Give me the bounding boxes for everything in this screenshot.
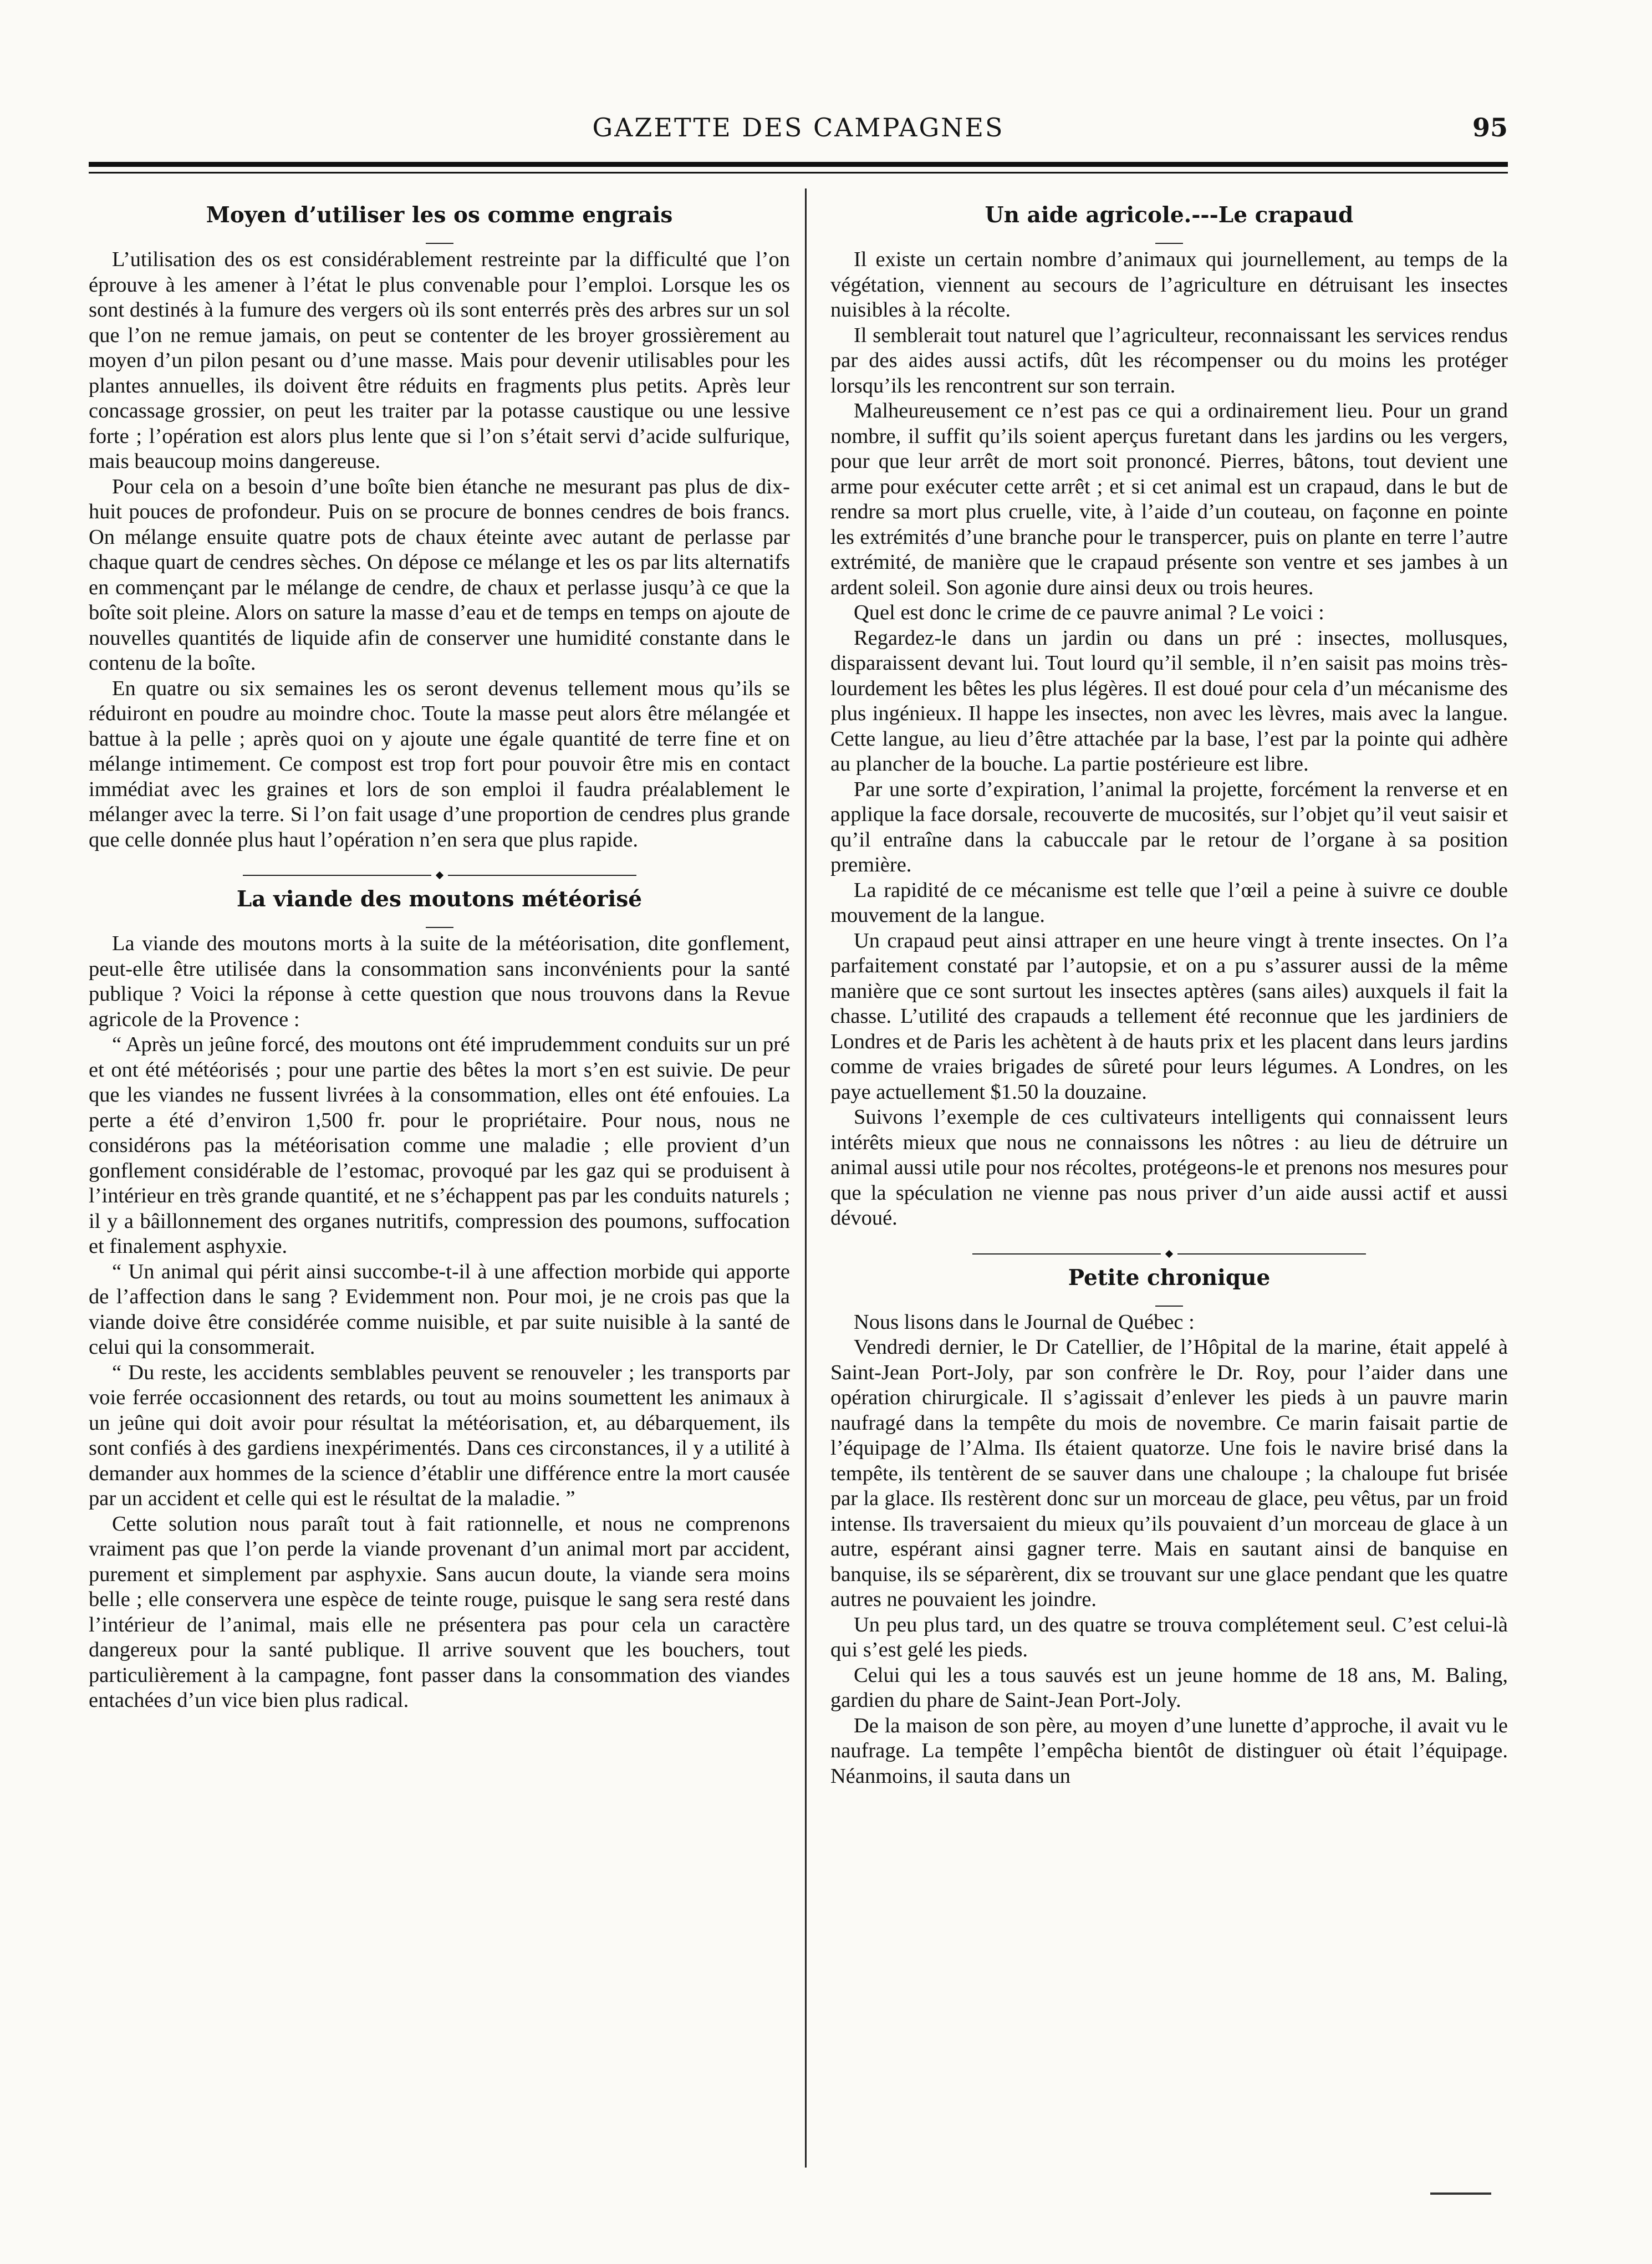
paragraph: “ Après un jeûne forcé, des moutons ont été imprudemment conduits sur un pré et ont été météorisés ; pour une partie des bêtes la mort s’en est suivie. De peur que les viandes ne fussent livrées à la consommation, elles ont été enfouies. La perte a été d’environ 1,500 fr. pour le propriétaire. Pour nous, nous ne considérons pas la météorisation comme une maladie ; elle provient d’un gonflement considérable de l’estomac, provoqué par les gaz qui se produisent à l’intérieur en très grande quantité, et ne s’échappent pas par les conduits naturels ; il y a bâillonnement des organes nutritifs, compression des poumons, suffocation et finalement asphyxie. bbox=[89, 1033, 790, 1258]
page-number: 95 bbox=[1472, 113, 1508, 142]
paragraph: Il semblerait tout naturel que l’agriculteur, reconnaissant les services rendus par des aides aussi actifs, dût les récompenser ou du moins les protéger lorsqu’ils les rencontrent sur son terrain. bbox=[830, 323, 1508, 397]
paragraph: De la maison de son père, au moyen d’une lunette d’approche, il avait vu le naufrage. La tempête l’empêcha bientôt de distinguer où était l’équipage. Néanmoins, il sauta dans un bbox=[830, 1714, 1508, 1788]
continuation-mark bbox=[1430, 2192, 1491, 2195]
paragraph: La viande des moutons morts à la suite de la météorisation, dite gonflement, peut-elle être utilisée dans la consommation sans inconvénients pour la santé publique ? Voici la réponse à cette question que nous trouvons dans la Revue agricole de la Provence : bbox=[89, 932, 790, 1031]
paragraph: Par une sorte d’expiration, l’animal la projette, forcément la renverse et en applique la face dorsale, recouverte de mucosités, sur l’objet qu’il veut saisir et qu’il entraîne dans la cabuccale par le retour de l’organe à sa position première. bbox=[830, 777, 1508, 876]
paragraph: Nous lisons dans le Journal de Québec : bbox=[854, 1310, 1195, 1334]
paragraph: Suivons l’exemple de ces cultivateurs intelligents qui connaissent leurs intérêts mieux que nous ne connaissons les nôtres : au lieu de détruire un animal aussi utile pour nos récoltes, protégeons-le et prenons nos mesures pour que la spéculation ne vienne pas nous priver d’un aide aussi actif et aussi dévoué. bbox=[830, 1105, 1508, 1230]
paragraph: En quatre ou six semaines les os seront devenus tellement mous qu’ils se réduiront en poudre au moindre choc. Toute la masse peut alors être mélangée et battue à la pelle ; après quoi on y ajoute une égale quantité de terre fine et on mélange intimement. Ce compost est trop fort pour pouvoir être mis en contact immédiat avec les graines et lors de son emploi il faudra préalablement le mélanger avec la terre. Si l’on fait usage d’une proportion de cendres plus grande que celle donnée plus haut l’opération n’en sera que plus rapide. bbox=[89, 676, 790, 851]
article-title-toad: Un aide agricole.---Le crapaud bbox=[985, 202, 1354, 228]
paragraph: Un crapaud peut ainsi attraper en une heure vingt à trente insectes. On l’a parfaitement constaté par l’autopsie, et on a pu s’assurer aussi de la même manière que ce sont surtout les insectes aptères (sans ailes) auxquels il fait la chasse. L’utilité des crapauds a tellement été reconnue que les jardiniers de Londres et de Paris les achètent à de hauts prix et les placent dans leurs jardins comme de vraies brigades de sûreté pour leurs légumes. A Londres, on les paye actuellement $1.50 la douzaine. bbox=[830, 929, 1508, 1104]
paragraph: Quel est donc le crime de ce pauvre animal ? Le voici : bbox=[854, 601, 1324, 624]
section-ornament bbox=[89, 861, 790, 873]
paragraph: Pour cela on a besoin d’une boîte bien étanche ne mesurant pas plus de dix-huit pouces de profondeur. Puis on se procure de bonnes cendres de bois francs. On mélange ensuite quatre pots de chaux éteinte avec autant de perlasse par chaque quart de cendres sèches. On dépose ce mélange et les os par lits alternatifs en commençant par le mélange de cendre, de chaux et perlasse jusqu’à ce que la boîte soit pleine. Alors on sature la masse d’eau et de temps en temps on ajoute de nouvelles quantités de liquide afin de conserver une humidité constante dans le contenu de la boîte. bbox=[89, 475, 790, 675]
paragraph: L’utilisation des os est considérablement restreinte par la difficulté que l’on éprouve à les amener à l’état le plus convenable pour l’emploi. Lorsque les os sont destinés à la fumure des vergers où ils sont enterrés près des arbres sur un sol que l’on ne remue jamais, on peut se contenter de les broyer grossièrement au moyen d’un pilon pesant ou d’une masse. Mais pour devenir utilisables pour les plantes annuelles, ils doivent être réduits en fragments plus petits. Après leur concassage grossier, on peut les traiter par la potasse caustique ou une lessive forte ; l’opération est alors plus lente que si l’on s’était servi d’acide sulfurique, mais beaucoup moins dangereuse. bbox=[89, 248, 790, 473]
header-rule-thick bbox=[89, 162, 1508, 167]
paragraph: “ Un animal qui périt ainsi succombe-t-il à une affection morbide qui apporte de l’affection dans le sang ? Evidemment non. Pour moi, je ne crois pas que la viande doive être considérée comme nuisible, et par suite nuisible à la santé de celui qui la consommerait. bbox=[89, 1260, 790, 1359]
paragraph: “ Du reste, les accidents semblables peuvent se renouveler ; les transports par voie ferrée occasionnent des retards, ou tout au moins soumettent les animaux à un jeûne qui doit avoir pour résultat la météorisation, et, au débarquement, ils sont confiés à des gardiens inexpérimentés. Dans ces circonstances, il y a utilité à demander aux hommes de la science d’établir une différence entre la mort causée par un accident et celle qui est le résultat de la maladie. ” bbox=[89, 1360, 790, 1510]
title-dash bbox=[89, 232, 790, 244]
section-ornament bbox=[830, 1240, 1508, 1251]
title-dash bbox=[830, 232, 1508, 244]
paragraph: Un peu plus tard, un des quatre se trouva complétement seul. C’est celui-là qui s’est gelé les pieds. bbox=[830, 1613, 1508, 1661]
running-head bbox=[89, 108, 1508, 152]
title-dash bbox=[89, 916, 790, 928]
paragraph: Regardez-le dans un jardin ou dans un pré : insectes, mollusques, disparaissent devant lui. Tout lourd qu’il semble, il n’en saisit pas moins très-lourdement les bêtes les plus légères. Il est doué pour cela d’un mécanisme des plus ingénieux. Il happe les insectes, non avec les lèvres, mais avec la langue. Cette langue, au lieu d’être attachée par la base, l’est par la pointe qui adhère au plancher de la bouche. La partie postérieure est libre. bbox=[830, 626, 1508, 776]
paragraph: Il existe un certain nombre d’animaux qui journellement, au temps de la végétation, viennent au secours de l’agriculture en détruisant les insectes nuisibles à la récolte. bbox=[830, 248, 1508, 322]
title-dash bbox=[830, 1294, 1508, 1307]
paragraph: Vendredi dernier, le Dr Catellier, de l’Hôpital de la marine, était appelé à Saint-Jean Port-Joly, par son confrère le Dr. Roy, pour l’aider dans une opération chirurgicale. Il s’agissait d’enlever les pieds à un pauvre marin naufragé dans la tempête du mois de novembre. Ce marin faisait partie de l’équipage de l’Alma. Ils étaient quatorze. Une fois le navire brisé dans la tempête, ils tentèrent de se sauver dans une chaloupe ; la chaloupe fut brisée par la glace. Ils restèrent donc sur un morceau de glace, peu vêtus, par un froid intense. Ils traversaient du mieux qu’ils pouvaient d’un morceau de glace à un autre, espérant ainsi gagner terre. Mais en sautant ainsi de banquise en banquise, ils se séparèrent, dix se trouvant sur une glace pendant que les quatre autres ne pouvaient les joindre. bbox=[830, 1335, 1508, 1611]
article-title-mutton: La viande des moutons météorisé bbox=[236, 886, 643, 912]
paragraph: La rapidité de ce mécanisme est telle que l’œil a peine à suivre ce double mouvement de la langue. bbox=[830, 878, 1508, 927]
paragraph: Cette solution nous paraît tout à fait rationnelle, et nous ne comprenons vraiment pas que l’on perde la viande provenant d’un animal mort par accident, purement et simplement par asphyxie. Sans aucun doute, la viande sera moins belle ; elle conservera une espèce de teinte rouge, puisque le sang sera resté dans l’intérieur de l’animal, mais elle ne présentera pas pour cela un caractère dangereux pour la santé publique. Il arrive souvent que les bouchers, tout particulièrement à la campagne, font passer dans la consommation des viandes entachées d’un vice bien plus radical. bbox=[89, 1512, 790, 1712]
column-divider bbox=[805, 188, 807, 2168]
article-title-chronicle: Petite chronique bbox=[1068, 1264, 1271, 1291]
left-column bbox=[89, 188, 790, 2168]
header-rule-thin bbox=[89, 172, 1508, 174]
paragraph: Celui qui les a tous sauvés est un jeune homme de 18 ans, M. Baling, gardien du phare de Saint-Jean Port-Joly. bbox=[830, 1663, 1508, 1712]
gazette-title: GAZETTE DES CAMPAGNES bbox=[592, 113, 1005, 142]
right-column bbox=[830, 188, 1508, 2168]
paragraph: Malheureusement ce n’est pas ce qui a ordinairement lieu. Pour un grand nombre, il suffit qu’ils soient aperçus furetant dans les jardins ou les vergers, pour que leur arrêt de mort soit prononcé. Pierres, bâtons, tout devient une arme pour exécuter cette arrêt ; et si cet animal est un crapaud, dans le but de rendre sa mort plus cruelle, vite, à l’aide d’un couteau, on façonne en pointe les extrémités d’une branche pour le transpercer, puis on plante en terre l’autre extrémité, de manière que le crapaud présente son ventre et ses jambes à un ardent soleil. Son agonie dure ainsi deux ou trois heures. bbox=[830, 399, 1508, 599]
article-title-bones: Moyen d’utiliser les os comme engrais bbox=[206, 202, 673, 228]
